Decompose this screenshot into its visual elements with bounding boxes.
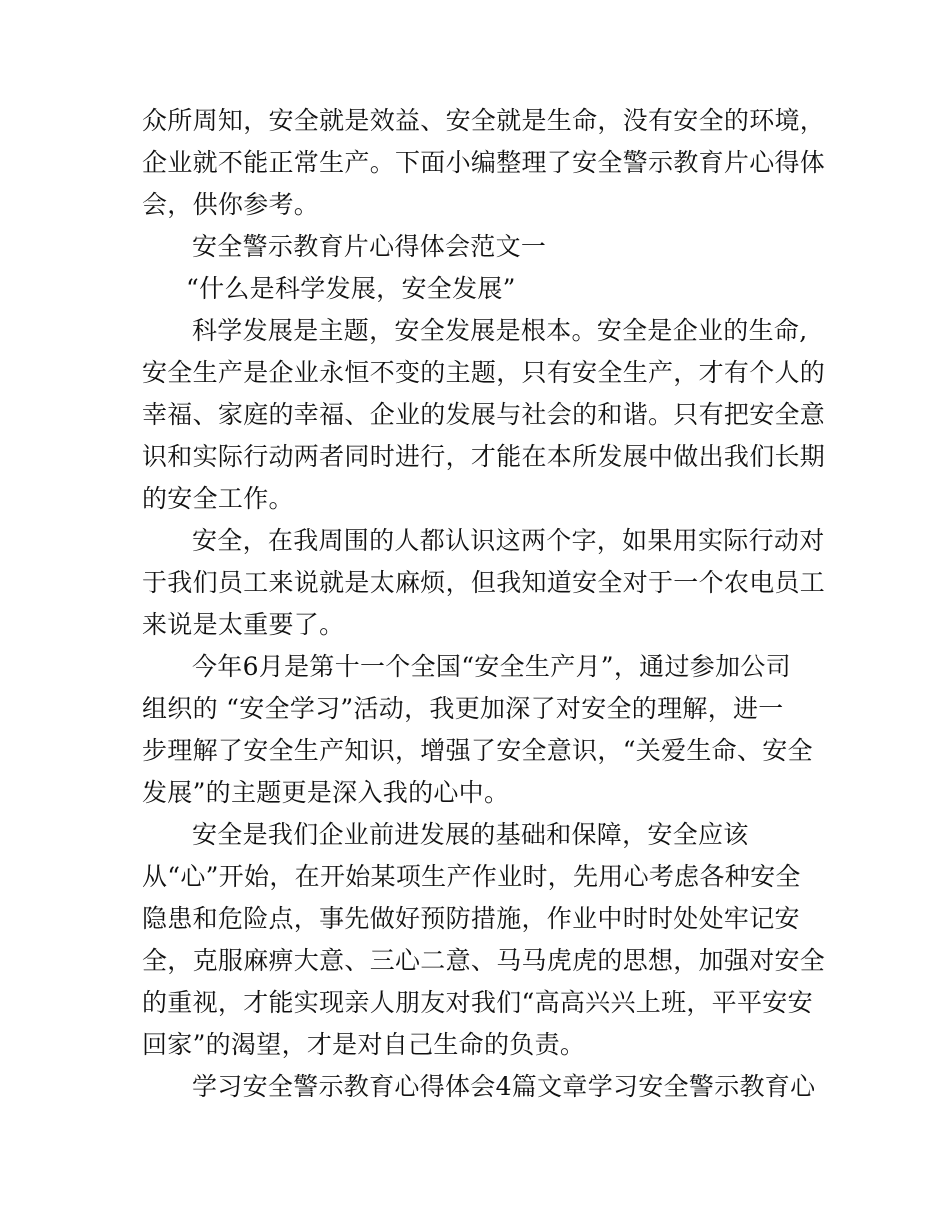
section-heading: 安全警示教育片心得体会范文一 (192, 232, 547, 261)
text-line: 企业就不能正常生产。下面小编整理了安全警示教育片心得体 (142, 148, 826, 177)
text-line: 会，供你参考。 (142, 190, 320, 219)
text-line: 的安全工作。 (142, 484, 294, 513)
text-line: 科学发展是主题，安全发展是根本。安全是企业的生命, (192, 316, 808, 345)
text-line: 来说是太重要了。 (142, 610, 345, 639)
text-line: 回家”的渴望，才是对自己生命的负责。 (142, 1030, 586, 1059)
text-line: 于我们员工来说就是太麻烦，但我知道安全对于一个农电员工 (142, 568, 826, 597)
text-line: 全，克服麻痹大意、三心二意、马马虎虎的思想，加强对安全 (142, 946, 826, 975)
text-line: 幸福、家庭的幸福、企业的发展与社会的和谐。只有把安全意 (142, 400, 826, 429)
document-body (142, 100, 826, 1108)
text-line: 安全是我们企业前进发展的基础和保障，安全应该 (192, 820, 749, 849)
text-line: 众所周知，安全就是效益、安全就是生命，没有安全的环境， (142, 106, 826, 135)
section-subtitle: “什么是科学发展，安全发展” (186, 274, 516, 303)
text-line: 今年6月是第十一个全国“安全生产月”，通过参加公司 (192, 652, 791, 681)
text-line: 安全，在我周围的人都认识这两个字，如果用实际行动对 (192, 526, 825, 555)
text-line: 从“心”开始，在开始某项生产作业时，先用心考虑各种安全 (142, 862, 801, 891)
text-line: 步理解了安全生产知识，增强了安全意识，“关爱生命、安全 (142, 736, 813, 765)
text-line: 学习安全警示教育心得体会4篇文章学习安全警示教育心 (192, 1072, 816, 1101)
text-line: 安全生产是企业永恒不变的主题，只有安全生产，才有个人的 (142, 358, 826, 387)
text-line: 发展”的主题更是深入我的心中。 (142, 778, 510, 807)
text-line: 组织的 “安全学习”活动，我更加深了对安全的理解，进一 (142, 694, 784, 723)
text-line: 隐患和危险点，事先做好预防措施，作业中时时处处牢记安 (142, 904, 800, 933)
text-line: 的重视，才能实现亲人朋友对我们“高高兴兴上班，平平安安 (142, 988, 813, 1017)
text-line: 识和实际行动两者同时进行，才能在本所发展中做出我们长期 (142, 442, 826, 471)
